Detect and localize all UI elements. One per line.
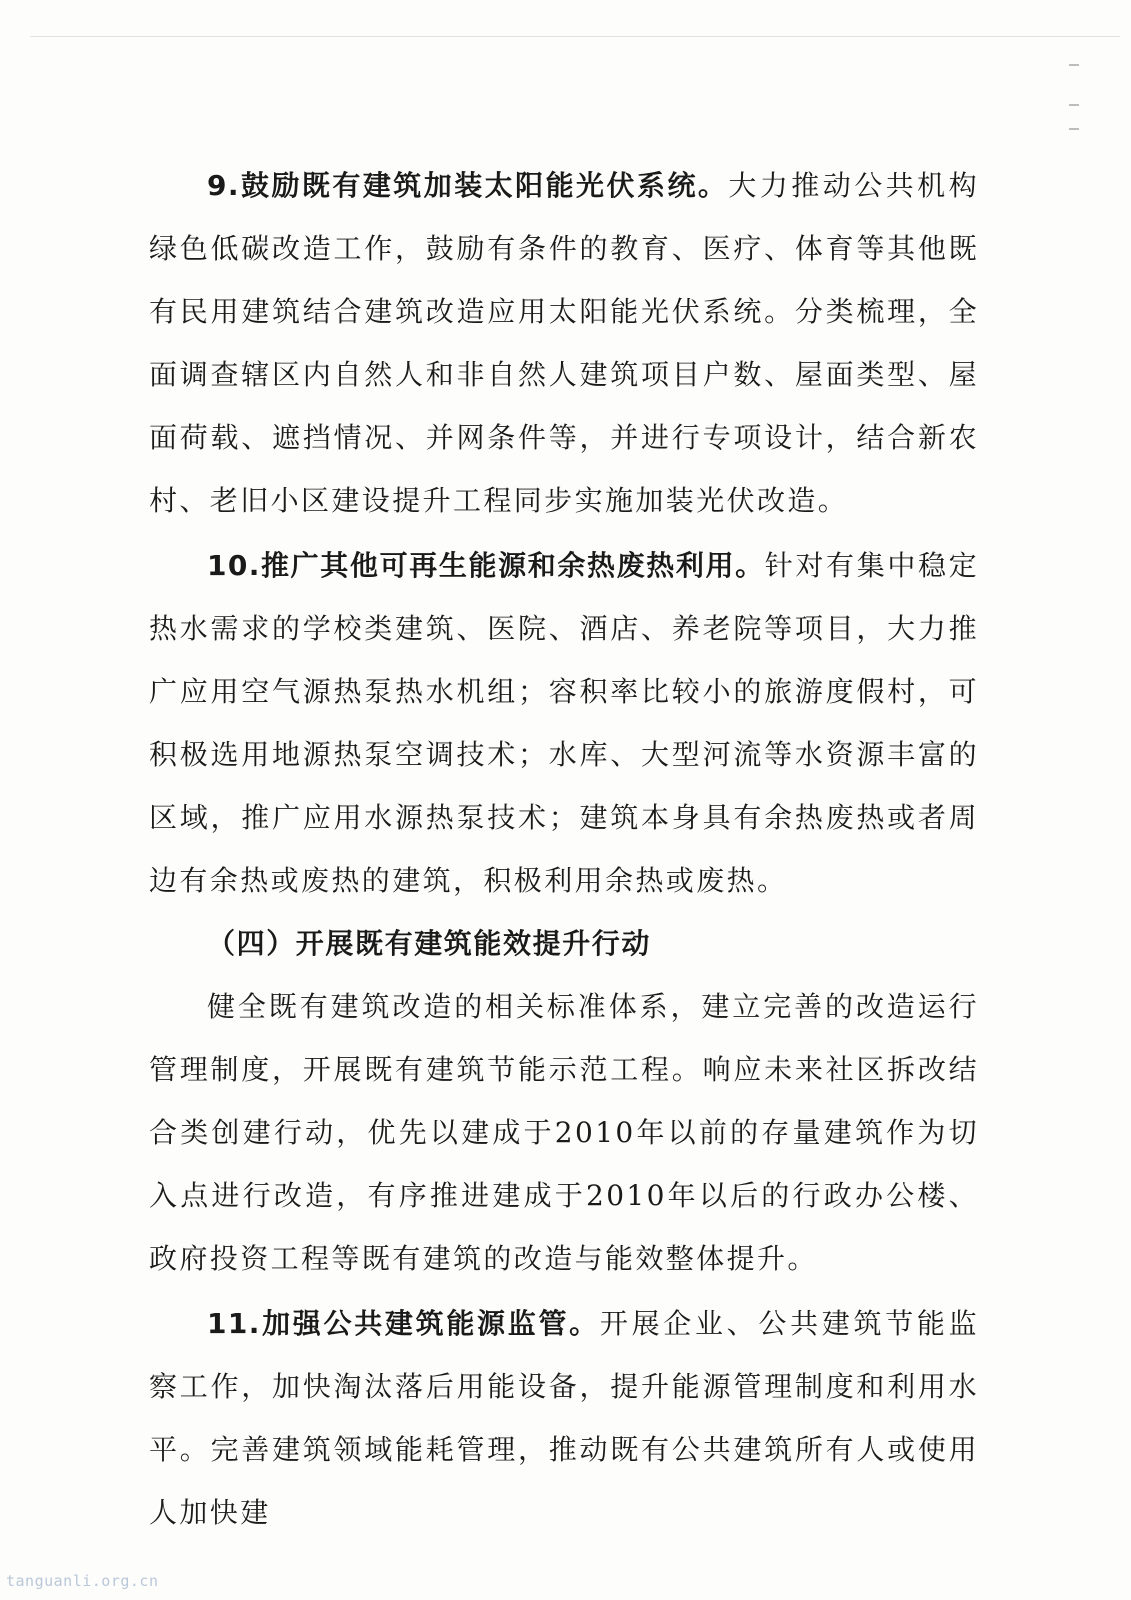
section-paragraph: 健全既有建筑改造的相关标准体系，建立完善的改造运行管理制度，开展既有建筑节能示范工程。响应未来社区拆改结合类创建行动，优先以建成于2010年以前的存量建筑作为切入点进行改造，有序推进建成于2010年以后的行政办公楼、政府投资工程等既有建筑的改造与能效整体提升。 (149, 990, 979, 1275)
scan-mark (1069, 64, 1079, 66)
item-9-body: 大力推动公共机构绿色低碳改造工作，鼓励有条件的教育、医疗、体育等其他既有民用建筑结合建筑改造应用太阳能光伏系统。分类梳理，全面调查辖区内自然人和非自然人建筑项目户数、屋面类型、屋面荷载、遮挡情况、并网条件等，并进行专项设计，结合新农村、老旧小区建设提升工程同步实施加装光伏改造。 (149, 169, 980, 517)
list-item-9 (149, 154, 979, 532)
section-heading: （四）开展既有建筑能效提升行动 (207, 927, 652, 960)
scan-mark (1069, 104, 1079, 106)
item-11-lead: 11.加强公共建筑能源监管。 (207, 1307, 600, 1340)
list-item-10 (149, 534, 979, 912)
document-body (149, 152, 979, 1544)
item-11-body: 开展企业、公共建筑节能监察工作，加快淘汰落后用能设备，提升能源管理制度和利用水平。完善建筑领域能耗管理，推动既有公共建筑所有人或使用人加快建 (149, 1307, 980, 1529)
page-top-rule (30, 36, 1120, 37)
scan-mark (1069, 128, 1079, 130)
item-9-lead: 9.鼓励既有建筑加装太阳能光伏系统。 (207, 169, 729, 202)
watermark-text: tanguanli.org.cn (6, 1572, 159, 1590)
list-item-11 (149, 1292, 979, 1544)
item-10-body: 针对有集中稳定热水需求的学校类建筑、医院、酒店、养老院等项目，大力推广应用空气源热泵热水机组；容积率比较小的旅游度假村，可积极选用地源热泵空调技术；水库、大型河流等水资源丰富的区域，推广应用水源热泵技术；建筑本身具有余热废热或者周边有余热或废热的建筑，积极利用余热或废热。 (149, 549, 979, 897)
item-10-lead: 10.推广其他可再生能源和余热废热利用。 (207, 549, 765, 582)
